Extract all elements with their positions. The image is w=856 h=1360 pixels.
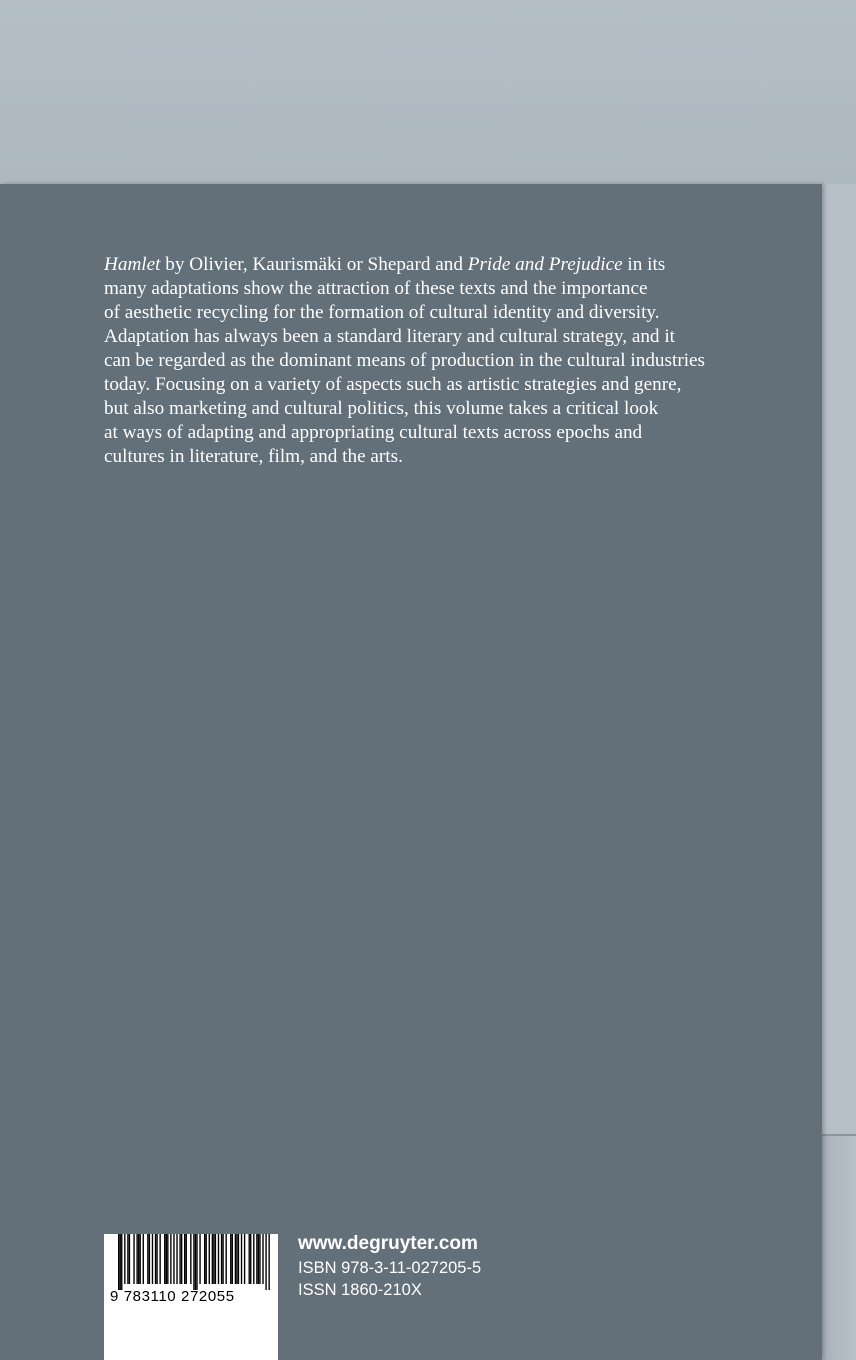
barcode-bar (225, 1234, 226, 1284)
background-wall (0, 0, 856, 184)
barcode-bar (156, 1234, 157, 1284)
barcode-bar (181, 1234, 182, 1284)
barcode-bar (138, 1234, 139, 1284)
barcode-bar (230, 1234, 231, 1284)
barcode-bar (190, 1234, 191, 1284)
barcode-bar (143, 1234, 144, 1284)
barcode-bar (235, 1234, 236, 1284)
barcode-bar (250, 1234, 251, 1284)
barcode-bar (120, 1234, 121, 1290)
barcode-bar (218, 1234, 219, 1284)
barcode-bar (121, 1234, 122, 1290)
barcode-bar (164, 1234, 165, 1284)
blurb-run: cultures in literature, film, and the arts. (104, 446, 403, 467)
barcode-bar (204, 1234, 205, 1284)
barcode-bar (199, 1234, 200, 1284)
barcode-bar (265, 1234, 266, 1290)
barcode-bar (186, 1234, 187, 1284)
barcode-bar (244, 1234, 245, 1284)
barcode-bar (139, 1234, 140, 1284)
blurb-run: in its (622, 254, 666, 275)
barcode-bar (159, 1234, 160, 1284)
barcode-bar (184, 1234, 185, 1284)
barcode-bar (149, 1234, 150, 1284)
isbn-text: ISBN 978-3-11-027205-5 (298, 1259, 482, 1277)
blurb-run: today. Focusing on a variety of aspects such as artistic strategies and genre, (104, 374, 682, 395)
barcode-bar (206, 1234, 207, 1284)
barcode-bar (173, 1234, 174, 1284)
blurb-run: can be regarded as the dominant means of production in the cultural industries (104, 350, 706, 371)
isbn-barcode (104, 1234, 278, 1360)
publisher-website[interactable]: www.degruyter.com (298, 1233, 478, 1254)
issn-text: ISSN 1860-210X (298, 1281, 422, 1299)
barcode-bar (236, 1234, 237, 1284)
blurb-line (104, 277, 764, 301)
blurb-line (104, 373, 764, 397)
barcode-bar (176, 1234, 177, 1284)
barcode-bar (152, 1234, 153, 1284)
barcode-bar (209, 1234, 210, 1284)
publisher-info (298, 1231, 481, 1301)
blurb-run: Adaptation has always been a standard literary and cultural strategy, and it (104, 326, 675, 347)
blurb-run: but also marketing and cultural politics, this volume takes a critical look (104, 398, 659, 419)
blurb-line (104, 301, 764, 325)
barcode-bar (222, 1234, 223, 1284)
blurb-run: of aesthetic recycling for the formation of cultural identity and diversity. (104, 302, 660, 323)
italic-title: Hamlet (104, 254, 161, 275)
barcode-bar (249, 1234, 250, 1284)
barcode-bar (213, 1234, 214, 1284)
barcode-bar (221, 1234, 222, 1284)
barcode-bar (129, 1234, 130, 1284)
page-edge (822, 184, 856, 1360)
barcode-bar (262, 1234, 263, 1284)
barcode-bar (124, 1234, 125, 1284)
blurb-line (104, 445, 764, 469)
barcode-bar (232, 1234, 233, 1284)
blurb-run: many adaptations show the attraction of these texts and the importance (104, 278, 648, 299)
barcode-bar (256, 1234, 257, 1284)
barcode-bar (241, 1234, 242, 1284)
barcode-bar (215, 1234, 216, 1284)
barcode-bar (195, 1234, 196, 1290)
blurb-line (104, 421, 764, 445)
barcode-bar (253, 1234, 254, 1284)
barcode-bar (136, 1234, 137, 1284)
barcode-bar (167, 1234, 168, 1284)
edge-shadow (822, 1136, 856, 1360)
barcode-bar (166, 1234, 167, 1284)
barcode-bar (118, 1234, 119, 1290)
barcode-bar (147, 1234, 148, 1284)
barcode-number: 9 783110 272055 (110, 1288, 235, 1305)
italic-title: Pride and Prejudice (467, 254, 623, 275)
barcode-bar (268, 1234, 269, 1290)
barcode-bar (196, 1234, 197, 1290)
barcode-bar (127, 1234, 128, 1284)
barcode-bar (133, 1234, 134, 1284)
blurb-run: by Olivier, Kaurismäki or Shepard and (160, 254, 468, 275)
blurb-line (104, 325, 764, 349)
blurb-line (104, 349, 764, 373)
blurb-run: at ways of adapting and appropriating cultural texts across epochs and (104, 422, 643, 443)
barcode-bar (212, 1234, 213, 1284)
barcode-bar (238, 1234, 239, 1284)
barcode-bar (193, 1234, 194, 1290)
blurb-text (104, 253, 764, 469)
blurb-line (104, 397, 764, 421)
barcode-bar (170, 1234, 171, 1284)
blurb-line (104, 253, 764, 277)
barcode-bar (179, 1234, 180, 1284)
barcode-bars (118, 1234, 270, 1290)
barcode-bar (259, 1234, 260, 1284)
barcode-bar (155, 1234, 156, 1284)
barcode-bar (258, 1234, 259, 1284)
